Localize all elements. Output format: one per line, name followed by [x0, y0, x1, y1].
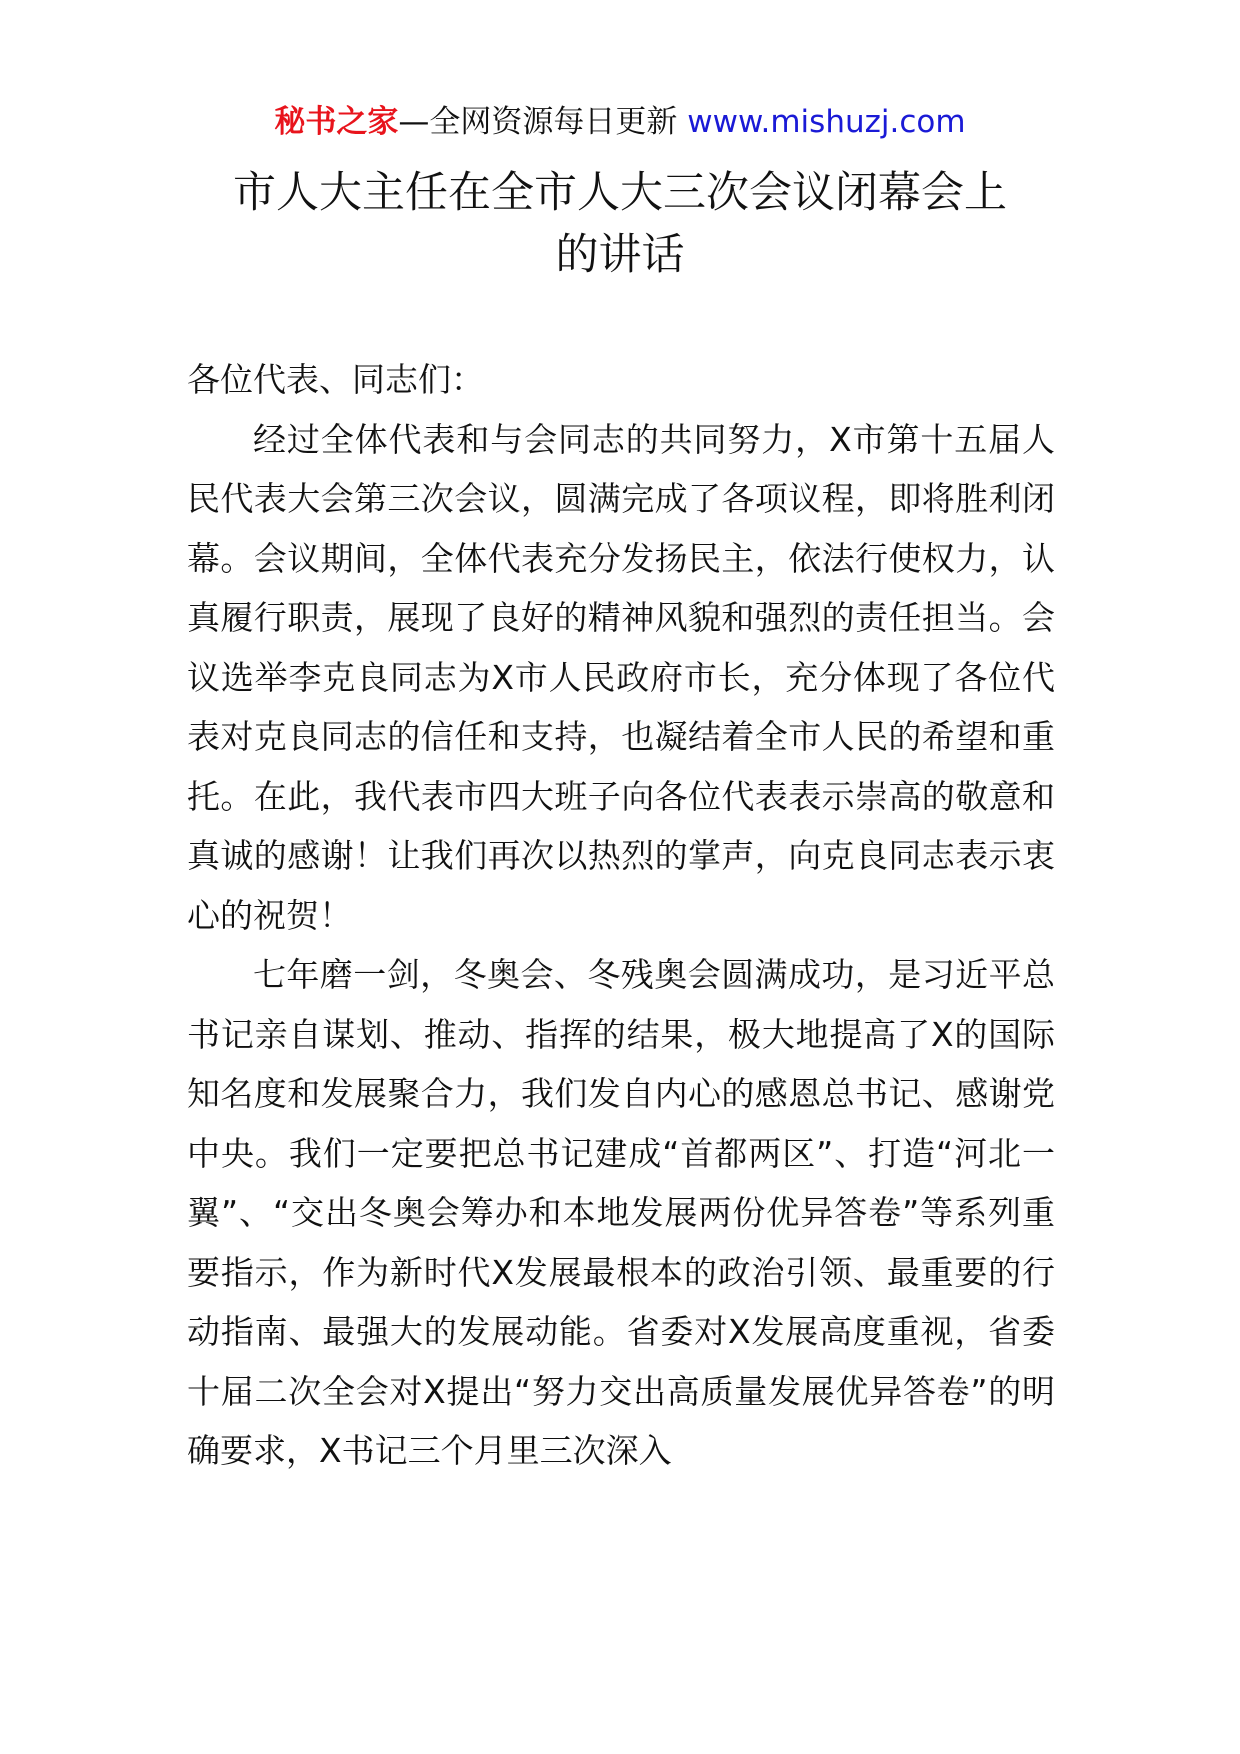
- site-url-link[interactable]: www.mishuzj.com: [687, 104, 966, 140]
- document-title: [120, 162, 1120, 286]
- body-paragraph-2: 七年磨一剑，冬奥会、冬残奥会圆满成功，是习近平总书记亲自谋划、推动、指挥的结果，极大地提高了X的国际知名度和发展聚合力，我们发自内心的感恩总书记、感谢党中央。我们一定要把总书记建成“首都两区”、打造“河北一翼”、“交出冬奥会筹办和本地发展两份优异答卷”等系列重要指示，作为新时代X发展最根本的政治引领、最重要的行动指南、最强大的发展动能。省委对X发展高度重视，省委十届二次全会对X提出“努力交出高质量发展优异答卷”的明确要求，X书记三个月里三次深入: [187, 955, 1055, 1470]
- document-body: [187, 350, 1055, 1481]
- title-line-1: 市人大主任在全市人大三次会议闭幕会上: [233, 168, 1007, 218]
- body-paragraph-1: 经过全体代表和与会同志的共同努力，X市第十五届人民代表大会第三次会议，圆满完成了各项议程，即将胜利闭幕。会议期间，全体代表充分发扬民主，依法行使权力，认真履行职责，展现了良好的精神风貌和强烈的责任担当。会议选举李克良同志为X市人民政府市长，充分体现了各位代表对克良同志的信任和支持，也凝结着全市人民的希望和重托。在此，我代表市四大班子向各位代表表示崇高的敬意和真诚的感谢！让我们再次以热烈的掌声，向克良同志表示衷心的祝贺！: [187, 419, 1055, 935]
- brand-name: 秘书之家: [274, 104, 399, 140]
- site-header: [0, 100, 1240, 144]
- title-line-2: 的讲话: [555, 230, 685, 280]
- salutation: 各位代表、同志们：: [187, 360, 484, 399]
- header-tagline: —全网资源每日更新: [398, 104, 678, 140]
